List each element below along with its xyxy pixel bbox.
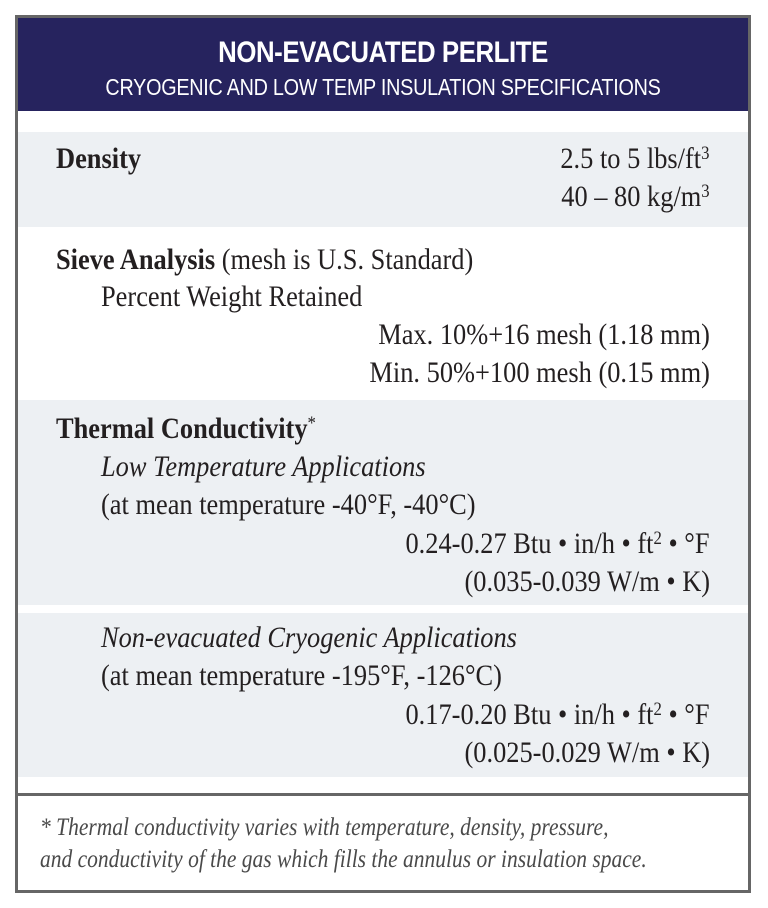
density-imperial-sup: 3 [701,143,710,164]
page-title: NON-EVACUATED PERLITE [218,36,548,69]
footnote-line-2: and conductivity of the gas which fills the annulus or insulation space. [40,846,647,873]
page-subtitle: CRYOGENIC AND LOW TEMP INSULATION SPECIFICATIONS [105,74,661,100]
thermal-asterisk: * [307,413,316,434]
cryogenic-imperial-a: 0.17-0.20 Btu • in/h • ft [405,698,654,731]
sieve-min: Min. 50%+100 mesh (0.15 mm) [369,356,710,389]
thermal-low-temp-section [18,400,748,605]
sieve-note: (mesh is U.S. Standard) [215,243,474,276]
cryogenic-imperial-b: • °F [662,698,710,731]
low-temp-metric: (0.035-0.039 W/m • K) [464,565,710,598]
footnote-line-1: * Thermal conductivity varies with temperature, density, pressure, [40,814,609,841]
thermal-cryogenic-section [18,613,748,777]
density-label: Density [56,142,142,175]
spec-header [18,18,748,111]
sieve-label: Sieve Analysis [56,243,216,276]
low-temp-title: Low Temperature Applications [101,450,426,483]
sieve-heading [56,243,473,277]
cryogenic-imperial [406,698,710,732]
sieve-max: Max. 10%+16 mesh (1.18 mm) [378,318,710,351]
spec-card [15,15,751,893]
cryogenic-condition: (at mean temperature -195°F, -126°C) [101,659,502,692]
density-section [18,132,748,227]
low-temp-imperial-a: 0.24-0.27 Btu • in/h • ft [405,527,654,560]
cryogenic-metric: (0.025-0.029 W/m • K) [464,736,710,769]
density-metric-sup: 3 [701,181,710,202]
low-temp-imperial-b: • °F [662,527,710,560]
cryogenic-imperial-sup: 2 [653,699,663,720]
sieve-sublabel: Percent Weight Retained [101,280,363,313]
footnote-divider [18,793,748,796]
thermal-heading [56,412,316,446]
density-metric-value: 40 – 80 kg/m [561,180,702,213]
density-imperial-value: 2.5 to 5 lbs/ft [560,142,702,175]
thermal-label: Thermal Conductivity [56,412,308,445]
low-temp-imperial [406,527,710,561]
density-metric [562,180,710,214]
low-temp-imperial-sup: 2 [653,528,663,549]
low-temp-condition: (at mean temperature -40°F, -40°C) [101,488,476,521]
cryogenic-title: Non-evacuated Cryogenic Applications [101,621,517,654]
density-imperial [561,142,710,176]
